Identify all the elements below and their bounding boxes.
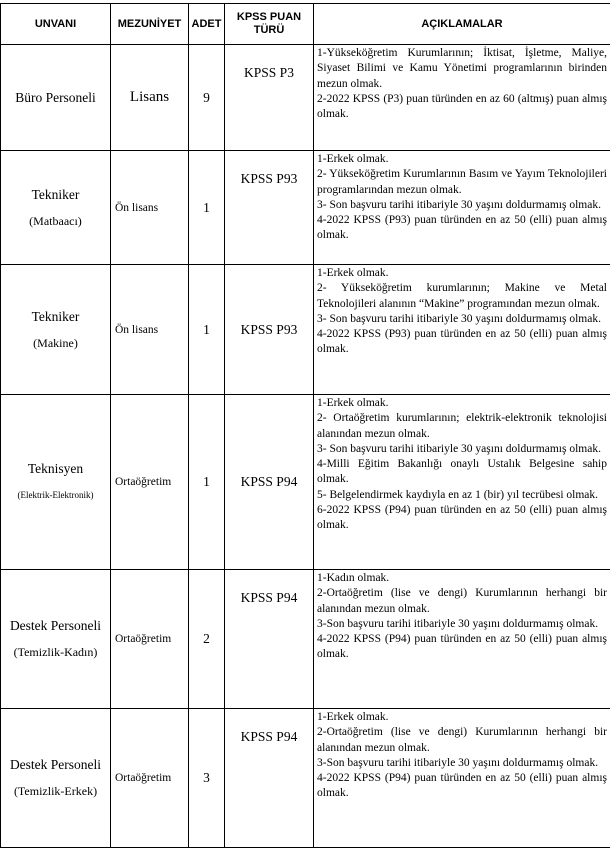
- unvan-cell: [1, 151, 111, 265]
- requirement-item: 6-2022 KPSS (P94) puan türünden en az 50 (elli) puan almış olmak.: [317, 504, 607, 532]
- mezuniyet-cell: Ön lisans: [111, 265, 189, 395]
- requirement-item: 3-Son başvuru tarihi itibariyle 30 yaşını doldurmamış olmak.: [317, 617, 599, 630]
- requirement-item: 4-Milli Eğitim Bakanlığı onaylı Ustalık Belgesine sahip olmak.: [317, 458, 607, 486]
- unvan-title: Büro Personeli: [15, 89, 96, 105]
- header-adet: ADET: [189, 4, 225, 45]
- requirement-item: 3- Son başvuru tarihi itibariyle 30 yaşını doldurmamış olmak.: [317, 312, 601, 325]
- unvan-title: Destek Personeli: [9, 757, 102, 772]
- unvan-title: Tekniker: [31, 308, 80, 324]
- unvan-subtitle: (Matbaacı): [29, 213, 82, 228]
- requirement-item: 4-2022 KPSS (P93) puan türünden en az 50 (elli) puan almış olmak.: [317, 328, 607, 356]
- header-mezuniyet: MEZUNİYET: [111, 4, 189, 45]
- kpss-cell: KPSS P3: [225, 45, 314, 151]
- requirement-item: 2-Ortaöğretim (lise ve dengi) Kurumlarının herhangi bir alanından mezun olmak.: [317, 587, 607, 615]
- header-kpss: [225, 4, 314, 45]
- adet-cell: 3: [189, 709, 225, 848]
- adet-cell: 2: [189, 570, 225, 709]
- kpss-cell: KPSS P94: [225, 570, 314, 709]
- kpss-cell: KPSS P94: [225, 395, 314, 570]
- header-unvan: UNVANI: [1, 4, 111, 45]
- requirement-item: 4-2022 KPSS (P93) puan türünden en az 50 (elli) puan almış olmak.: [317, 214, 607, 242]
- header-kpss-line2: TÜRÜ: [253, 24, 285, 36]
- requirement-item: 4-2022 KPSS (P94) puan türünden en az 50 (elli) puan almış olmak.: [317, 633, 607, 661]
- kpss-cell: KPSS P93: [225, 151, 314, 265]
- requirement-item: 3- Son başvuru tarihi itibariyle 30 yaşını doldurmamış olmak.: [317, 198, 601, 211]
- unvan-cell: [1, 45, 111, 151]
- mezuniyet-cell: Ortaöğretim: [111, 570, 189, 709]
- unvan-cell: [1, 265, 111, 395]
- requirement-item: 1-Erkek olmak.: [317, 711, 389, 723]
- mezuniyet-cell: Ön lisans: [111, 151, 189, 265]
- unvan-subtitle: (Elektrik-Elektronik): [17, 490, 94, 500]
- unvan-title: Teknisyen: [27, 461, 84, 476]
- adet-cell: 1: [189, 395, 225, 570]
- requirement-item: 1-Yükseköğretim Kurumlarının; İktisat, İşletme, Maliye, Siyaset Bilimi ve Kamu Yönetimi programlarının birinden mezun olmak.: [317, 47, 607, 90]
- requirement-item: 2- Yükseköğretim kurumlarının; Makine ve Metal Teknolojileri alanının “Makine” programından mezun olmak.: [317, 282, 607, 310]
- requirement-item: 2- Ortaöğretim kurumlarının; elektrik-elektronik teknolojisi alanından mezun olmak.: [317, 412, 607, 440]
- table-row: [1, 395, 610, 570]
- kpss-cell: KPSS P94: [225, 709, 314, 848]
- requirement-item: 2-Ortaöğretim (lise ve dengi) Kurumlarının herhangi bir alanından mezun olmak.: [317, 726, 607, 754]
- unvan-subtitle: (Temizlik-Kadın): [13, 645, 98, 659]
- aciklamalar-cell: [314, 709, 610, 848]
- requirement-item: 4-2022 KPSS (P94) puan türünden en az 50 (elli) puan almış olmak.: [317, 772, 607, 800]
- adet-cell: 9: [189, 45, 225, 151]
- header-aciklamalar: AÇIKLAMALAR: [314, 4, 610, 45]
- table-row: [1, 265, 610, 395]
- unvan-cell: [1, 709, 111, 848]
- table-row: [1, 45, 610, 151]
- aciklamalar-cell: [314, 45, 610, 151]
- requirement-item: 5- Belgelendirmek kaydıyla en az 1 (bir) yıl tecrübesi olmak.: [317, 488, 599, 501]
- aciklamalar-cell: [314, 151, 610, 265]
- requirement-item: 2- Yükseköğretim Kurumlarının Basım ve Yayım Teknolojileri programlarından mezun olmak.: [317, 168, 607, 196]
- requirement-item: 1-Erkek olmak.: [317, 267, 389, 279]
- table-row: [1, 709, 610, 848]
- mezuniyet-cell: Ortaöğretim: [111, 709, 189, 848]
- requirements-table: [0, 3, 610, 848]
- requirement-item: 3- Son başvuru tarihi itibariyle 30 yaşını doldurmamış olmak.: [317, 442, 601, 455]
- kpss-cell: KPSS P93: [225, 265, 314, 395]
- unvan-title: Destek Personeli: [9, 618, 102, 633]
- aciklamalar-cell: [314, 395, 610, 570]
- table-header-row: [1, 4, 610, 45]
- requirement-item: 2-2022 KPSS (P3) puan türünden en az 60 (altmış) puan almış olmak.: [317, 92, 607, 121]
- unvan-subtitle: (Makine): [33, 335, 78, 350]
- aciklamalar-cell: [314, 570, 610, 709]
- requirement-item: 1-Erkek olmak.: [317, 397, 389, 409]
- unvan-cell: [1, 395, 111, 570]
- adet-cell: 1: [189, 265, 225, 395]
- table-row: [1, 151, 610, 265]
- requirement-item: 1-Erkek olmak.: [317, 153, 389, 165]
- requirement-item: 1-Kadın olmak.: [317, 572, 390, 584]
- unvan-title: Tekniker: [31, 186, 80, 202]
- mezuniyet-cell: Ortaöğretim: [111, 395, 189, 570]
- unvan-subtitle: (Temizlik-Erkek): [13, 784, 98, 798]
- mezuniyet-cell: Lisans: [111, 45, 189, 151]
- header-kpss-line1: KPSS PUAN: [236, 11, 302, 23]
- adet-cell: 1: [189, 151, 225, 265]
- requirement-item: 3-Son başvuru tarihi itibariyle 30 yaşını doldurmamış olmak.: [317, 756, 599, 769]
- table-row: [1, 570, 610, 709]
- unvan-cell: [1, 570, 111, 709]
- aciklamalar-cell: [314, 265, 610, 395]
